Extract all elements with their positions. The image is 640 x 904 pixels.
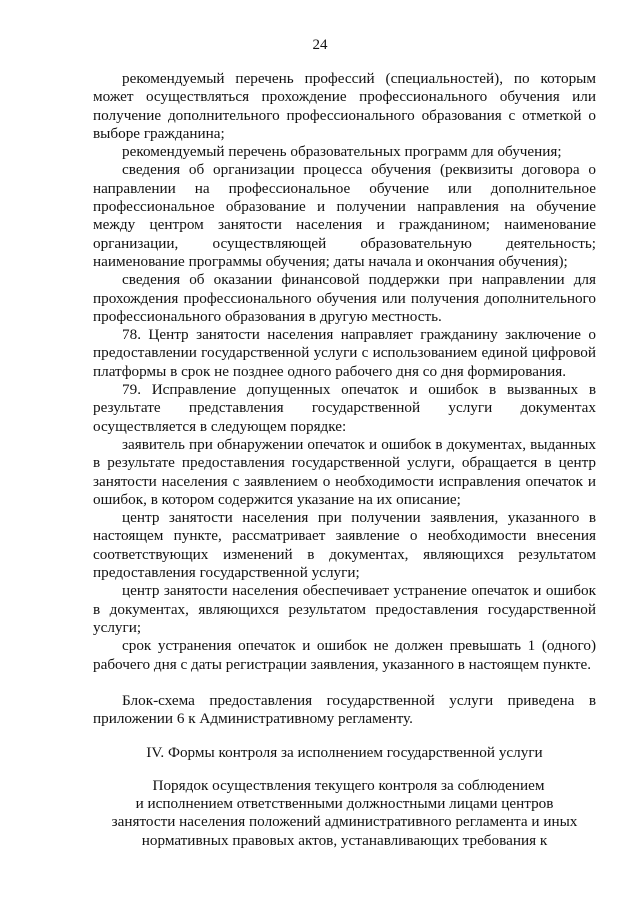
subsection-heading bbox=[93, 777, 596, 850]
paragraph-78: 78. Центр занятости населения направляет гражданину заключение о предоставлении государственной услуги с использованием единой цифровой платформы в срок не позднее одного рабочего дня со дня формирования. bbox=[93, 326, 596, 380]
paragraph-79: 79. Исправление допущенных опечаток и ошибок в вызванных в результате представления государственной услуги документах осуществляется в следующем порядке: bbox=[93, 381, 596, 435]
paragraph-center-review: центр занятости населения при получении заявления, указанного в настоящем пункте, рассматривает заявление о необходимости внесения соответствующих изменений в документах, являющихся результатом предоставления государственной услуги; bbox=[93, 509, 596, 582]
paragraph-correction-term: срок устранения опечаток и ошибок не должен превышать 1 (одного) рабочего дня с даты регистрации заявления, указанного в настоящем пункте. bbox=[93, 637, 596, 673]
subsection-heading-line: занятости населения положений административного регламента и иных bbox=[111, 813, 578, 831]
paragraph-recommended-professions: рекомендуемый перечень профессий (специальностей), по которым может осуществляться прохождение профессионального обучения или получение дополнительного профессионального образования с отметкой о выборе гражданина; bbox=[93, 70, 596, 142]
paragraph-training-process: сведения об организации процесса обучения (реквизиты договора о направлении на профессиональное обучение или дополнительное профессиональное образование и получении направления на обучение между центром занятости населения и гражданином; наименование организации, осуществляющей образовательную деятельность; наименование программы обучения; даты начала и окончания обучения); bbox=[93, 161, 596, 270]
page-number: 24 bbox=[312, 37, 328, 53]
paragraph-block-scheme: Блок-схема предоставления государственной услуги приведена в приложении 6 к Административному регламенту. bbox=[93, 691, 596, 728]
section-heading: IV. Формы контроля за исполнением государственной услуги bbox=[146, 744, 543, 762]
subsection-heading-line: нормативных правовых актов, устанавливающих требования к bbox=[141, 831, 548, 849]
document-body bbox=[93, 70, 596, 850]
subsection-heading-line: и исполнением ответственными должностными лицами центров bbox=[135, 794, 554, 812]
paragraph-recommended-programs: рекомендуемый перечень образовательных программ для обучения; bbox=[122, 143, 562, 161]
subsection-heading-line: Порядок осуществления текущего контроля за соблюдением bbox=[152, 776, 545, 794]
paragraph-center-correction: центр занятости населения обеспечивает устранение опечаток и ошибок в документах, являющихся результатом предоставления государственной услуги; bbox=[93, 582, 596, 636]
paragraph-applicant: заявитель при обнаружении опечаток и ошибок в документах, выданных в результате предоставления государственной услуги, обращается в центр занятости населения с заявлением о необходимости исправления опечаток и ошибок, в котором содержится указание на их описание; bbox=[93, 435, 596, 508]
paragraph-financial-support: сведения об оказании финансовой поддержки при направлении для прохождения профессионального обучения или получения дополнительного профессионального образования в другую местность. bbox=[93, 271, 596, 325]
